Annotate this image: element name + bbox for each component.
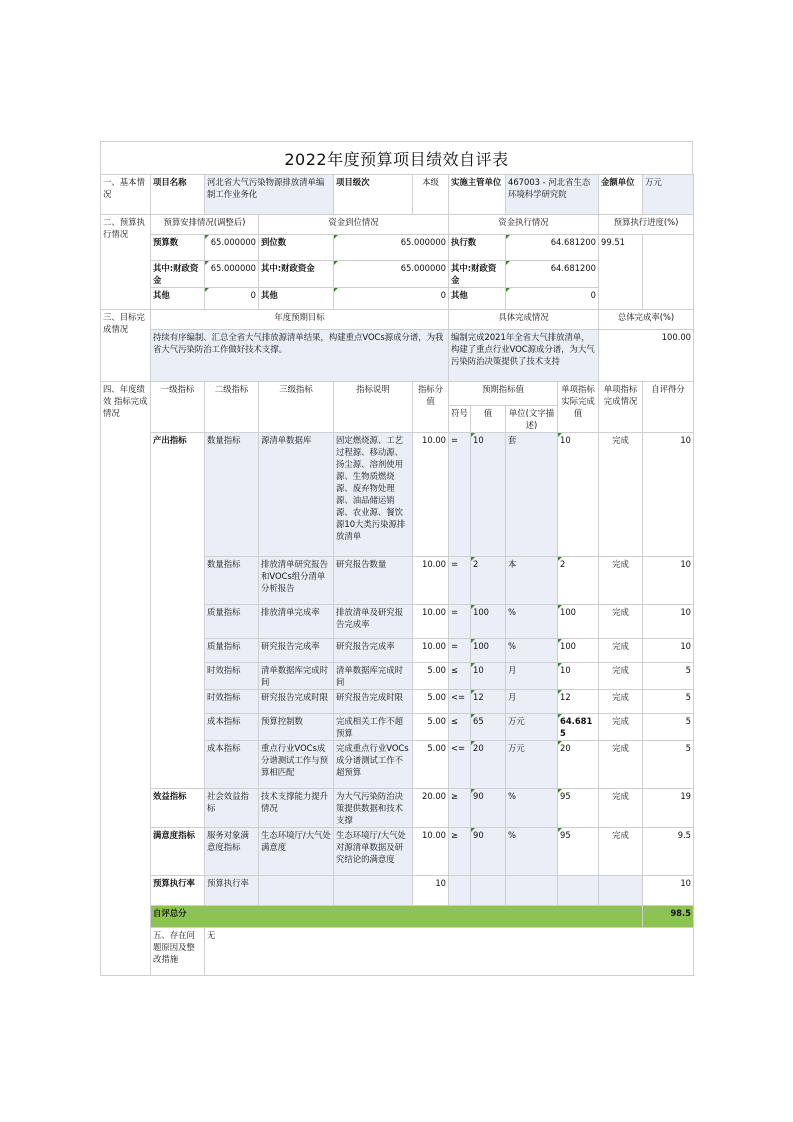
exec-rate-score: 10 xyxy=(643,876,694,906)
indicator-desc: 完成相关工作不超预算 xyxy=(334,714,413,741)
exec-rate-label: 预算执行率 xyxy=(151,876,205,906)
execution-progress-header: 预算执行进度(%) xyxy=(599,215,694,235)
indicator-weight: 5.00 xyxy=(413,663,449,690)
indicator-symbol: = xyxy=(449,639,471,663)
exec-rate-unit-blank xyxy=(506,876,558,906)
indicator-score: 5 xyxy=(643,714,694,741)
indicator-value: 12 xyxy=(471,690,506,714)
indicator-l3: 排放清单研究报告和VOCs组分清单分析报告 xyxy=(259,557,334,605)
total-score-label: 自评总分 xyxy=(151,906,643,928)
indicator-unit: % xyxy=(506,639,558,663)
arrival-other-value: 0 xyxy=(334,288,449,310)
exec-rate-desc-blank xyxy=(334,876,413,906)
arrival-fiscal-value: 65.000000 xyxy=(334,261,449,288)
indicator-l3: 研究报告完成率 xyxy=(259,639,334,663)
indicator-actual: 10 xyxy=(558,663,599,690)
indicator-value: 90 xyxy=(471,828,506,876)
indicator-l3: 技术支撑能力提升情况 xyxy=(259,789,334,828)
indicator-l3-header: 三级指标 xyxy=(259,382,334,433)
arrival-other-label: 其他 xyxy=(259,288,334,310)
section-budget: 二、预算执行情况 xyxy=(101,215,151,310)
indicator-actual: 95 xyxy=(558,789,599,828)
exec-rate-val-blank xyxy=(471,876,506,906)
indicator-l2: 成本指标 xyxy=(205,714,259,741)
section-issues: 五、存在问题原因及整改措施 xyxy=(151,928,205,976)
arrival-amount-label: 到位数 xyxy=(259,235,334,261)
actual-value-header: 单项指标实际完成值 xyxy=(558,382,599,433)
indicator-actual: 20 xyxy=(558,741,599,789)
total-score-value: 98.5 xyxy=(643,906,694,928)
indicator-score: 5 xyxy=(643,690,694,714)
indicator-l2: 数量指标 xyxy=(205,433,259,557)
indicator-actual: 12 xyxy=(558,690,599,714)
indicator-status: 完成 xyxy=(599,433,643,557)
value-header: 值 xyxy=(471,406,506,433)
indicator-desc: 研究报告完成率 xyxy=(334,639,413,663)
exec-rate-actual-blank xyxy=(558,876,599,906)
indicator-unit: 套 xyxy=(506,433,558,557)
indicator-weight: 10.00 xyxy=(413,828,449,876)
budget-fiscal-value: 65.000000 xyxy=(205,261,259,288)
indicator-unit: 万元 xyxy=(506,714,558,741)
indicator-desc: 完成重点行业VOCs成分谱测试工作不超预算 xyxy=(334,741,413,789)
indicator-unit: % xyxy=(506,605,558,639)
indicator-l3: 排放清单完成率 xyxy=(259,605,334,639)
indicator-desc: 排放清单及研究报告完成率 xyxy=(334,605,413,639)
indicator-status: 完成 xyxy=(599,639,643,663)
indicator-l2: 数量指标 xyxy=(205,557,259,605)
expected-goal-text: 持续有序编制、汇总全省大气排放源清单结果，构建重点VOCs源成分谱，为我省大气污染防治工作做好技术支撑。 xyxy=(151,330,449,382)
arrival-amount-value: 65.000000 xyxy=(334,235,449,261)
status-header: 单项指标完成情况 xyxy=(599,382,643,433)
indicator-l2: 质量指标 xyxy=(205,639,259,663)
indicator-status: 完成 xyxy=(599,663,643,690)
amount-unit-label: 金额单位 xyxy=(599,175,643,215)
project-level-label: 项目级次 xyxy=(334,175,413,215)
execution-fiscal-label: 其中:财政资金 xyxy=(449,261,506,288)
indicator-symbol: ≥ xyxy=(449,789,471,828)
dept-label: 实施主管单位 xyxy=(449,175,506,215)
indicator-score: 19 xyxy=(643,789,694,828)
execution-progress-blank xyxy=(643,235,694,310)
exec-rate-l2: 预算执行率 xyxy=(205,876,259,906)
project-name-value: 河北省大气污染物源排放清单编制工作业务化 xyxy=(205,175,334,215)
indicator-unit: 月 xyxy=(506,663,558,690)
indicator-symbol: <= xyxy=(449,741,471,789)
indicator-unit: 万元 xyxy=(506,741,558,789)
indicator-actual: 64.6815 xyxy=(558,714,599,741)
budget-other-label: 其他 xyxy=(151,288,205,310)
indicator-score: 9.5 xyxy=(643,828,694,876)
indicator-status: 完成 xyxy=(599,789,643,828)
indicator-l3: 研究报告完成时限 xyxy=(259,690,334,714)
execution-amount-label: 执行数 xyxy=(449,235,506,261)
indicator-l3: 生态环境厅/大气处满意度 xyxy=(259,828,334,876)
project-level-value: 本级 xyxy=(413,175,449,215)
execution-other-label: 其他 xyxy=(449,288,506,310)
indicator-weight-header: 指标分值 xyxy=(413,382,449,433)
fund-execution-header: 资金执行情况 xyxy=(449,215,599,235)
exec-rate-sym-blank xyxy=(449,876,471,906)
execution-amount-value: 64.681200 xyxy=(506,235,599,261)
performance-sheet xyxy=(100,141,693,976)
indicator-score: 10 xyxy=(643,639,694,663)
budget-plan-header: 预算安排情况(调整后) xyxy=(151,215,259,235)
indicator-weight: 5.00 xyxy=(413,690,449,714)
indicator-l3: 清单数据库完成时间 xyxy=(259,663,334,690)
indicator-l3: 源清单数据库 xyxy=(259,433,334,557)
exec-rate-l3-blank xyxy=(259,876,334,906)
dept-value: 467003 - 河北省生态环境科学研究院 xyxy=(506,175,599,215)
indicator-value: 10 xyxy=(471,663,506,690)
indicator-l1-header: 一级指标 xyxy=(151,382,205,433)
project-name-label: 项目名称 xyxy=(151,175,205,215)
indicator-actual: 10 xyxy=(558,433,599,557)
indicator-symbol: ≤ xyxy=(449,714,471,741)
indicator-l2: 成本指标 xyxy=(205,741,259,789)
indicator-value: 10 xyxy=(471,433,506,557)
indicator-desc: 为大气污染防治决策提供数据和技术支撑 xyxy=(334,789,413,828)
arrival-fiscal-label: 其中:财政资金 xyxy=(259,261,334,288)
indicator-l2: 质量指标 xyxy=(205,605,259,639)
indicator-l2-header: 二级指标 xyxy=(205,382,259,433)
indicator-symbol: = xyxy=(449,557,471,605)
indicator-score: 5 xyxy=(643,663,694,690)
indicator-l3: 预算控制数 xyxy=(259,714,334,741)
section-basic: 一、基本情况 xyxy=(101,175,151,215)
indicator-weight: 10.00 xyxy=(413,639,449,663)
indicator-status: 完成 xyxy=(599,557,643,605)
indicator-symbol: <= xyxy=(449,690,471,714)
indicator-l2: 时效指标 xyxy=(205,690,259,714)
section-indicators: 四、年度绩效 指标完成情况 xyxy=(101,382,151,976)
indicator-weight: 10.00 xyxy=(413,557,449,605)
performance-table xyxy=(100,174,694,976)
indicator-status: 完成 xyxy=(599,828,643,876)
indicator-actual: 100 xyxy=(558,605,599,639)
indicator-row xyxy=(101,433,694,557)
indicator-unit: 月 xyxy=(506,690,558,714)
completion-rate-header: 总体完成率(%) xyxy=(599,310,694,330)
execution-other-value: 0 xyxy=(506,288,599,310)
indicator-symbol: = xyxy=(449,605,471,639)
indicator-desc: 研究报告数量 xyxy=(334,557,413,605)
indicator-value: 100 xyxy=(471,605,506,639)
indicator-score: 10 xyxy=(643,605,694,639)
indicator-l1: 效益指标 xyxy=(151,789,205,828)
indicator-desc: 固定燃烧源、工艺过程源、移动源、扬尘源、溶剂使用源、生物质燃烧源、废弃物处理源、油品储运销源、农业源、餐饮源10大类污染源排放清单 xyxy=(334,433,413,557)
indicator-actual: 100 xyxy=(558,639,599,663)
indicator-unit: % xyxy=(506,789,558,828)
indicator-row xyxy=(101,828,694,876)
amount-unit-value: 万元 xyxy=(643,175,694,215)
indicator-value: 20 xyxy=(471,741,506,789)
indicator-l2: 时效指标 xyxy=(205,663,259,690)
score-header: 自评得分 xyxy=(643,382,694,433)
indicator-weight: 5.00 xyxy=(413,714,449,741)
budget-amount-label: 预算数 xyxy=(151,235,205,261)
indicator-value: 2 xyxy=(471,557,506,605)
indicator-desc: 研究报告完成时限 xyxy=(334,690,413,714)
actual-completion-header: 具体完成情况 xyxy=(449,310,599,330)
completion-rate-value: 100.00 xyxy=(599,330,694,382)
issues-value: 无 xyxy=(205,928,694,976)
indicator-value: 90 xyxy=(471,789,506,828)
indicator-actual: 95 xyxy=(558,828,599,876)
indicator-l1: 满意度指标 xyxy=(151,828,205,876)
exec-rate-status-blank xyxy=(599,876,643,906)
execution-fiscal-value: 64.681200 xyxy=(506,261,599,288)
indicator-unit: % xyxy=(506,828,558,876)
indicator-symbol: ≤ xyxy=(449,663,471,690)
indicator-symbol: ≥ xyxy=(449,828,471,876)
indicator-value: 100 xyxy=(471,639,506,663)
indicator-symbol: = xyxy=(449,433,471,557)
budget-amount-value: 65.000000 xyxy=(205,235,259,261)
actual-completion-text: 编制完成2021年全省大气排放清单，构建了重点行业VOC源成分谱，为大气污染防治决策提供了技术支持 xyxy=(449,330,599,382)
budget-other-value: 0 xyxy=(205,288,259,310)
indicator-weight: 20.00 xyxy=(413,789,449,828)
indicator-status: 完成 xyxy=(599,741,643,789)
indicator-status: 完成 xyxy=(599,714,643,741)
indicator-actual: 2 xyxy=(558,557,599,605)
indicator-score: 10 xyxy=(643,557,694,605)
exec-rate-weight: 10 xyxy=(413,876,449,906)
indicator-row xyxy=(101,789,694,828)
unit-header: 单位(文字描述) xyxy=(506,406,558,433)
indicator-desc: 清单数据库完成时间 xyxy=(334,663,413,690)
expected-value-header: 预期指标值 xyxy=(449,382,558,406)
indicator-l3: 重点行业VOCs成分谱测试工作与预算相匹配 xyxy=(259,741,334,789)
fund-arrival-header: 资金到位情况 xyxy=(259,215,449,235)
indicator-weight: 10.00 xyxy=(413,433,449,557)
indicator-score: 10 xyxy=(643,433,694,557)
budget-fiscal-label: 其中:财政资金 xyxy=(151,261,205,288)
sheet-title: 2022年度预算项目绩效自评表 xyxy=(100,141,693,174)
indicator-l2: 社会效益指标 xyxy=(205,789,259,828)
section-goal: 三、目标完成情况 xyxy=(101,310,151,382)
indicator-unit: 本 xyxy=(506,557,558,605)
indicator-status: 完成 xyxy=(599,690,643,714)
expected-goal-header: 年度预期目标 xyxy=(151,310,449,330)
indicator-status: 完成 xyxy=(599,605,643,639)
indicator-weight: 5.00 xyxy=(413,741,449,789)
indicator-desc-header: 指标说明 xyxy=(334,382,413,433)
indicator-desc: 生态环境厅/大气处对源清单数据及研究结论的满意度 xyxy=(334,828,413,876)
indicator-l2: 服务对象满意度指标 xyxy=(205,828,259,876)
indicator-weight: 10.00 xyxy=(413,605,449,639)
indicator-score: 5 xyxy=(643,741,694,789)
symbol-header: 符号 xyxy=(449,406,471,433)
execution-progress-value: 99.51 xyxy=(599,235,643,310)
indicator-value: 65 xyxy=(471,714,506,741)
indicator-l1: 产出指标 xyxy=(151,433,205,789)
